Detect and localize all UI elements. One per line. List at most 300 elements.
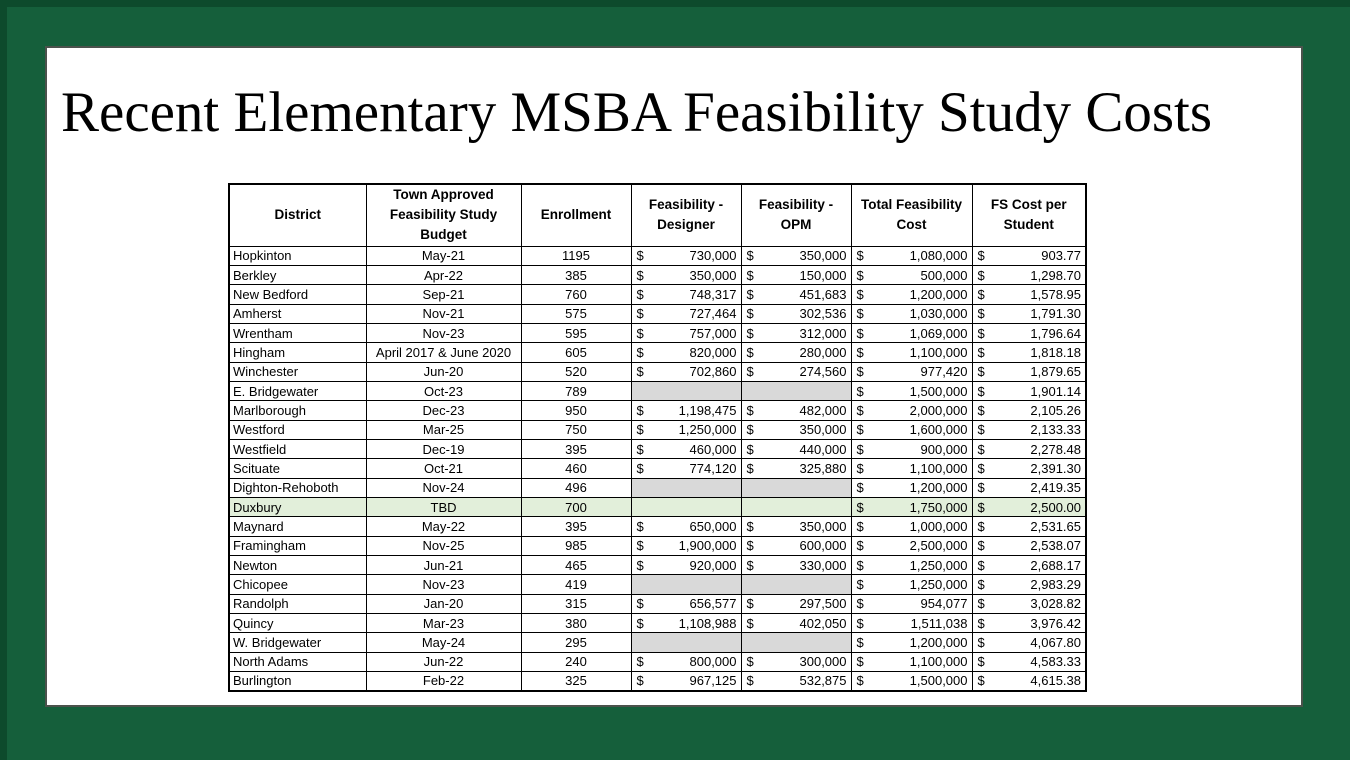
money-value — [632, 673, 741, 688]
currency-symbol: $ — [746, 306, 754, 322]
total-cost-cell — [851, 652, 972, 671]
budget-cell: May-24 — [366, 633, 521, 652]
budget-cell: Jan-20 — [366, 594, 521, 613]
amount: 1,100,000 — [909, 460, 968, 476]
enrollment-cell: 985 — [521, 536, 631, 555]
designer-cell — [631, 478, 741, 497]
district-cell: Newton — [229, 556, 366, 575]
enrollment-cell: 520 — [521, 362, 631, 381]
opm-cell — [741, 594, 851, 613]
designer-cell — [631, 614, 741, 633]
money-value — [852, 384, 972, 399]
fs-cost-per-student-cell — [972, 556, 1086, 575]
amount: 297,500 — [799, 596, 847, 612]
amount: 2,688.17 — [1030, 557, 1081, 573]
budget-cell: Jun-21 — [366, 556, 521, 575]
enrollment-cell: 395 — [521, 517, 631, 536]
money-value — [632, 345, 741, 360]
currency-symbol: $ — [977, 248, 985, 264]
district-cell: Randolph — [229, 594, 366, 613]
amount: 2,391.30 — [1030, 460, 1081, 476]
money-value — [852, 558, 972, 573]
currency-symbol: $ — [636, 248, 644, 264]
designer-cell — [631, 497, 741, 516]
district-cell: Scituate — [229, 459, 366, 478]
enrollment-cell: 700 — [521, 497, 631, 516]
amount: 727,464 — [689, 306, 737, 322]
money-value — [973, 558, 1086, 573]
table-row — [229, 497, 1086, 516]
fs-cost-per-student-cell — [972, 633, 1086, 652]
fs-cost-per-student-cell — [972, 285, 1086, 304]
opm-cell — [741, 285, 851, 304]
total-cost-cell — [851, 672, 972, 691]
currency-symbol: $ — [977, 654, 985, 670]
total-cost-cell — [851, 497, 972, 516]
amount: 532,875 — [799, 673, 847, 689]
fs-cost-per-student-cell — [972, 439, 1086, 458]
designer-cell — [631, 459, 741, 478]
currency-symbol: $ — [856, 441, 864, 457]
table-row — [229, 672, 1086, 691]
amount: 1,901.14 — [1030, 383, 1081, 399]
currency-symbol: $ — [636, 286, 644, 302]
currency-symbol: $ — [636, 615, 644, 631]
currency-symbol: $ — [977, 286, 985, 302]
money-value — [742, 268, 851, 283]
table-row — [229, 285, 1086, 304]
opm-cell — [741, 381, 851, 400]
money-value — [632, 248, 741, 263]
money-value — [852, 480, 972, 495]
amount: 1,511,038 — [910, 615, 968, 631]
currency-symbol: $ — [856, 577, 864, 593]
fs-cost-per-student-cell — [972, 478, 1086, 497]
column-header-feasibility-designer: Feasibility - Designer — [631, 184, 741, 246]
money-value — [973, 500, 1086, 515]
money-value — [852, 248, 972, 263]
amount: 774,120 — [689, 460, 737, 476]
currency-symbol: $ — [856, 518, 864, 534]
currency-symbol: $ — [977, 615, 985, 631]
designer-cell — [631, 575, 741, 594]
district-cell: Framingham — [229, 536, 366, 555]
currency-symbol: $ — [856, 673, 864, 689]
table-row — [229, 343, 1086, 362]
amount: 451,683 — [799, 286, 847, 302]
designer-cell — [631, 401, 741, 420]
money-value — [852, 306, 972, 321]
opm-cell — [741, 556, 851, 575]
amount: 748,317 — [689, 286, 737, 302]
feasibility-cost-table — [228, 183, 1087, 692]
money-value — [742, 558, 851, 573]
table-row — [229, 652, 1086, 671]
budget-cell: Jun-20 — [366, 362, 521, 381]
currency-symbol: $ — [856, 596, 864, 612]
currency-symbol: $ — [856, 364, 864, 380]
fs-cost-per-student-cell — [972, 323, 1086, 342]
money-value — [742, 538, 851, 553]
amount: 977,420 — [920, 364, 968, 380]
amount: 820,000 — [689, 344, 737, 360]
district-cell: Winchester — [229, 362, 366, 381]
currency-symbol: $ — [746, 248, 754, 264]
budget-cell: April 2017 & June 2020 — [366, 343, 521, 362]
total-cost-cell — [851, 478, 972, 497]
designer-cell — [631, 652, 741, 671]
enrollment-cell: 385 — [521, 265, 631, 284]
table-row — [229, 594, 1086, 613]
currency-symbol: $ — [856, 267, 864, 283]
money-value — [742, 654, 851, 669]
currency-symbol: $ — [977, 480, 985, 496]
designer-cell — [631, 285, 741, 304]
column-header-total-feasibility-cost: Total Feasibility Cost — [851, 184, 972, 246]
amount: 702,860 — [689, 364, 737, 380]
currency-symbol: $ — [856, 615, 864, 631]
table-row — [229, 459, 1086, 478]
currency-symbol: $ — [636, 596, 644, 612]
total-cost-cell — [851, 285, 972, 304]
amount: 800,000 — [689, 654, 737, 670]
money-value — [852, 268, 972, 283]
amount: 350,000 — [799, 518, 847, 534]
fs-cost-per-student-cell — [972, 459, 1086, 478]
amount: 757,000 — [689, 325, 737, 341]
total-cost-cell — [851, 265, 972, 284]
total-cost-cell — [851, 362, 972, 381]
amount: 730,000 — [689, 248, 737, 264]
amount: 330,000 — [799, 557, 847, 573]
amount: 1,298.70 — [1030, 267, 1081, 283]
header-row — [229, 184, 1086, 246]
designer-cell — [631, 246, 741, 265]
amount: 2,531.65 — [1030, 518, 1081, 534]
money-value — [973, 461, 1086, 476]
money-value — [632, 268, 741, 283]
money-value — [852, 538, 972, 553]
currency-symbol: $ — [636, 364, 644, 380]
money-value — [852, 326, 972, 341]
opm-cell — [741, 478, 851, 497]
district-cell: North Adams — [229, 652, 366, 671]
fs-cost-per-student-cell — [972, 497, 1086, 516]
designer-cell — [631, 556, 741, 575]
enrollment-cell: 750 — [521, 420, 631, 439]
currency-symbol: $ — [977, 518, 985, 534]
amount: 1,100,000 — [909, 654, 968, 670]
currency-symbol: $ — [977, 306, 985, 322]
fs-cost-per-student-cell — [972, 420, 1086, 439]
money-value — [632, 422, 741, 437]
amount: 1,750,000 — [909, 499, 968, 515]
currency-symbol: $ — [636, 673, 644, 689]
enrollment-cell: 419 — [521, 575, 631, 594]
currency-symbol: $ — [856, 248, 864, 264]
currency-symbol: $ — [636, 267, 644, 283]
amount: 4,615.38 — [1030, 673, 1081, 689]
amount: 3,976.42 — [1030, 615, 1081, 631]
total-cost-cell — [851, 594, 972, 613]
designer-cell — [631, 672, 741, 691]
currency-symbol: $ — [977, 383, 985, 399]
money-value — [973, 442, 1086, 457]
district-cell: Amherst — [229, 304, 366, 323]
money-value — [852, 364, 972, 379]
frame-edge-top — [0, 0, 1350, 7]
designer-cell — [631, 323, 741, 342]
currency-symbol: $ — [746, 654, 754, 670]
money-value — [973, 616, 1086, 631]
amount: 2,538.07 — [1030, 538, 1081, 554]
district-cell: Maynard — [229, 517, 366, 536]
money-value — [852, 673, 972, 688]
currency-symbol: $ — [856, 402, 864, 418]
fs-cost-per-student-cell — [972, 517, 1086, 536]
page-title: Recent Elementary MSBA Feasibility Study Costs — [61, 81, 1213, 144]
money-value — [632, 519, 741, 534]
fs-cost-per-student-cell — [972, 265, 1086, 284]
district-cell: Dighton-Rehoboth — [229, 478, 366, 497]
currency-symbol: $ — [636, 654, 644, 670]
amount: 500,000 — [920, 267, 968, 283]
amount: 350,000 — [689, 267, 737, 283]
currency-symbol: $ — [746, 518, 754, 534]
designer-cell — [631, 420, 741, 439]
district-cell: Marlborough — [229, 401, 366, 420]
amount: 350,000 — [799, 422, 847, 438]
currency-symbol: $ — [856, 480, 864, 496]
money-value — [632, 326, 741, 341]
budget-cell: May-22 — [366, 517, 521, 536]
currency-symbol: $ — [746, 673, 754, 689]
currency-symbol: $ — [636, 306, 644, 322]
currency-symbol: $ — [636, 422, 644, 438]
total-cost-cell — [851, 536, 972, 555]
amount: 954,077 — [920, 596, 968, 612]
money-value — [852, 635, 972, 650]
budget-cell: TBD — [366, 497, 521, 516]
opm-cell — [741, 401, 851, 420]
money-value — [852, 519, 972, 534]
money-value — [852, 577, 972, 592]
money-value — [852, 345, 972, 360]
table-row — [229, 556, 1086, 575]
opm-cell — [741, 633, 851, 652]
amount: 4,067.80 — [1030, 635, 1081, 651]
amount: 600,000 — [799, 538, 847, 554]
budget-cell: Feb-22 — [366, 672, 521, 691]
currency-symbol: $ — [856, 635, 864, 651]
opm-cell — [741, 536, 851, 555]
table-row — [229, 420, 1086, 439]
currency-symbol: $ — [636, 460, 644, 476]
currency-symbol: $ — [977, 460, 985, 476]
currency-symbol: $ — [856, 460, 864, 476]
fs-cost-per-student-cell — [972, 652, 1086, 671]
budget-cell: Nov-25 — [366, 536, 521, 555]
column-header-budget: Town Approved Feasibility Study Budget — [366, 184, 521, 246]
table-row — [229, 246, 1086, 265]
currency-symbol: $ — [746, 538, 754, 554]
designer-cell — [631, 594, 741, 613]
designer-cell — [631, 536, 741, 555]
table-row — [229, 265, 1086, 284]
total-cost-cell — [851, 459, 972, 478]
enrollment-cell: 325 — [521, 672, 631, 691]
amount: 2,000,000 — [909, 402, 968, 418]
money-value — [852, 287, 972, 302]
money-value — [632, 558, 741, 573]
table-row — [229, 633, 1086, 652]
money-value — [632, 616, 741, 631]
designer-cell — [631, 439, 741, 458]
money-value — [632, 442, 741, 457]
currency-symbol: $ — [636, 538, 644, 554]
money-value — [742, 306, 851, 321]
district-cell: W. Bridgewater — [229, 633, 366, 652]
table-body — [229, 246, 1086, 691]
budget-cell: Nov-21 — [366, 304, 521, 323]
money-value — [632, 306, 741, 321]
amount: 1,108,988 — [678, 615, 737, 631]
opm-cell — [741, 517, 851, 536]
opm-cell — [741, 323, 851, 342]
amount: 325,880 — [799, 460, 847, 476]
enrollment-cell: 460 — [521, 459, 631, 478]
district-cell: E. Bridgewater — [229, 381, 366, 400]
currency-symbol: $ — [977, 577, 985, 593]
money-value — [742, 287, 851, 302]
amount: 150,000 — [799, 267, 847, 283]
money-value — [973, 480, 1086, 495]
enrollment-cell: 240 — [521, 652, 631, 671]
total-cost-cell — [851, 633, 972, 652]
opm-cell — [741, 246, 851, 265]
currency-symbol: $ — [746, 596, 754, 612]
district-cell: Quincy — [229, 614, 366, 633]
opm-cell — [741, 420, 851, 439]
currency-symbol: $ — [636, 557, 644, 573]
designer-cell — [631, 381, 741, 400]
money-value — [973, 248, 1086, 263]
money-value — [852, 461, 972, 476]
enrollment-cell: 575 — [521, 304, 631, 323]
table-row — [229, 323, 1086, 342]
money-value — [742, 596, 851, 611]
amount: 1,250,000 — [909, 557, 968, 573]
amount: 903.77 — [1041, 248, 1081, 264]
money-value — [973, 596, 1086, 611]
column-header-district: District — [229, 184, 366, 246]
budget-cell: Mar-23 — [366, 614, 521, 633]
money-value — [742, 519, 851, 534]
table-row — [229, 536, 1086, 555]
money-value — [973, 364, 1086, 379]
currency-symbol: $ — [746, 615, 754, 631]
total-cost-cell — [851, 343, 972, 362]
money-value — [852, 616, 972, 631]
budget-cell: Nov-23 — [366, 575, 521, 594]
enrollment-cell: 465 — [521, 556, 631, 575]
currency-symbol: $ — [977, 499, 985, 515]
total-cost-cell — [851, 246, 972, 265]
currency-symbol: $ — [977, 596, 985, 612]
budget-cell: Apr-22 — [366, 265, 521, 284]
amount: 1,000,000 — [909, 518, 968, 534]
district-cell: Berkley — [229, 265, 366, 284]
amount: 1,100,000 — [909, 344, 968, 360]
currency-symbol: $ — [977, 402, 985, 418]
designer-cell — [631, 343, 741, 362]
money-value — [852, 442, 972, 457]
fs-cost-per-student-cell — [972, 381, 1086, 400]
enrollment-cell: 395 — [521, 439, 631, 458]
currency-symbol: $ — [977, 267, 985, 283]
currency-symbol: $ — [977, 635, 985, 651]
district-cell: Hopkinton — [229, 246, 366, 265]
fs-cost-per-student-cell — [972, 614, 1086, 633]
amount: 1,198,475 — [678, 402, 737, 418]
enrollment-cell: 760 — [521, 285, 631, 304]
money-value — [742, 616, 851, 631]
total-cost-cell — [851, 439, 972, 458]
table-header — [229, 184, 1086, 246]
enrollment-cell: 789 — [521, 381, 631, 400]
designer-cell — [631, 304, 741, 323]
opm-cell — [741, 362, 851, 381]
amount: 1,600,000 — [909, 422, 968, 438]
table-row — [229, 575, 1086, 594]
amount: 1,200,000 — [909, 286, 968, 302]
amount: 1,791.30 — [1030, 306, 1081, 322]
amount: 2,278.48 — [1030, 441, 1081, 457]
amount: 920,000 — [689, 557, 737, 573]
money-value — [973, 326, 1086, 341]
money-value — [742, 673, 851, 688]
money-value — [973, 538, 1086, 553]
money-value — [852, 422, 972, 437]
money-value — [742, 345, 851, 360]
enrollment-cell: 1195 — [521, 246, 631, 265]
amount: 350,000 — [799, 248, 847, 264]
column-header-fs-cost-per-student: FS Cost per Student — [972, 184, 1086, 246]
district-cell: Duxbury — [229, 497, 366, 516]
currency-symbol: $ — [856, 499, 864, 515]
amount: 656,577 — [689, 596, 737, 612]
money-value — [742, 442, 851, 457]
column-header-enrollment: Enrollment — [521, 184, 631, 246]
total-cost-cell — [851, 304, 972, 323]
currency-symbol: $ — [856, 286, 864, 302]
opm-cell — [741, 497, 851, 516]
money-value — [632, 403, 741, 418]
money-value — [632, 654, 741, 669]
fs-cost-per-student-cell — [972, 575, 1086, 594]
currency-symbol: $ — [746, 325, 754, 341]
amount: 402,050 — [799, 615, 847, 631]
budget-cell: Sep-21 — [366, 285, 521, 304]
money-value — [973, 345, 1086, 360]
district-cell: Hingham — [229, 343, 366, 362]
currency-symbol: $ — [746, 364, 754, 380]
table-row — [229, 517, 1086, 536]
column-header-feasibility-opm: Feasibility - OPM — [741, 184, 851, 246]
money-value — [973, 268, 1086, 283]
designer-cell — [631, 633, 741, 652]
amount: 1,500,000 — [909, 673, 968, 689]
